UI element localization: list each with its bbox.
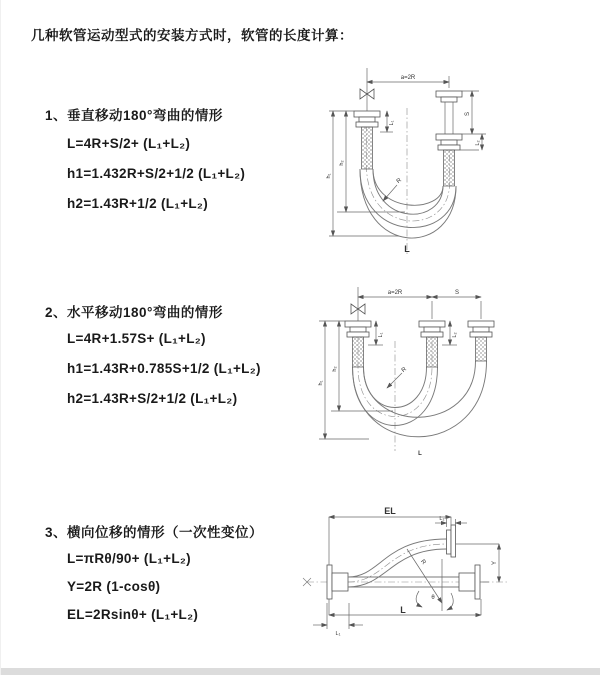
- section3-formula-Y: Y=2R (1-cosθ): [67, 579, 161, 594]
- dim-label-h1: h₁: [318, 380, 324, 386]
- radius-leader: [387, 366, 408, 388]
- centerline: [367, 108, 450, 254]
- braided-hose-section: [353, 337, 364, 367]
- valve-icon: [360, 68, 374, 111]
- dimension-L1: [380, 111, 395, 132]
- page-bottom-edge: [1, 668, 600, 675]
- section2-formula-L: L=4R+1.57S+ (L₁+L₂): [67, 331, 206, 346]
- hose-curves: [353, 361, 487, 437]
- section3-formula-EL: EL=2Rsinθ+ (L₁+L₂): [67, 607, 199, 622]
- section2-heading: 2、水平移动180°弯曲的情形: [45, 305, 223, 320]
- dim-label-L: L: [418, 451, 422, 457]
- dim-label-theta: θ: [431, 595, 435, 601]
- braided-hose-section: [362, 127, 373, 169]
- section3-formula-L: L=πRθ/90+ (L₁+L₂): [67, 551, 191, 566]
- dim-label-a2R: a=2R: [387, 290, 403, 296]
- braided-hose-section: [427, 337, 438, 367]
- dimension-L2: [475, 134, 482, 150]
- dim-label-L1: L₁: [389, 120, 395, 126]
- dim-label-R: R: [400, 366, 408, 374]
- dim-label-h2: h₂: [332, 366, 338, 372]
- diagram-horizontal-180-bend: [307, 283, 597, 463]
- right-end-fitting: [436, 91, 462, 186]
- dim-label-h1: h₁: [326, 173, 332, 179]
- dim-label-L1: L₁: [335, 631, 341, 637]
- dim-label-a2R: a=2R: [400, 75, 416, 81]
- middle-end-fitting: [419, 321, 445, 367]
- left-end-fitting: [327, 565, 348, 599]
- dim-label-S: S: [454, 290, 460, 296]
- dimension-a2R: [358, 290, 481, 319]
- dim-label-L: L: [404, 244, 410, 254]
- dim-label-EL: EL: [384, 506, 396, 516]
- dim-label-L2: L₂: [452, 332, 458, 338]
- dimension-a2R: [367, 75, 449, 88]
- radius-leader: [383, 177, 403, 201]
- dim-label-L2: L₂: [439, 516, 445, 522]
- page-title: 几种软管运动型式的安装方式时，软管的长度计算：: [31, 28, 353, 43]
- right-end-fitting: [459, 565, 489, 599]
- dim-label-S: S: [465, 111, 471, 117]
- angle-theta: [416, 591, 453, 610]
- section1-formula-h1: h1=1.432R+S/2+1/2 (L₁+L₂): [67, 166, 246, 181]
- dimension-S: [432, 290, 481, 297]
- dim-label-R: R: [419, 558, 427, 566]
- upper-end-fitting: [447, 525, 456, 557]
- dim-label-R: R: [395, 177, 403, 185]
- dimension-L: [329, 599, 481, 615]
- right-end-fitting: [468, 321, 494, 361]
- dimension-EL: [329, 506, 451, 565]
- dim-label-L2: L₂: [475, 140, 481, 146]
- dim-label-h2: h₂: [339, 160, 345, 166]
- section2-formula-h1: h1=1.43R+0.785S+1/2 (L₁+L₂): [67, 361, 261, 376]
- braided-hose-section: [476, 337, 487, 361]
- hose-curves: [360, 169, 456, 238]
- dim-label-Y: Y: [492, 560, 498, 566]
- left-end-fitting: [354, 111, 380, 169]
- section1-heading: 1、垂直移动180°弯曲的情形: [45, 108, 223, 123]
- left-end-fitting: [345, 321, 371, 367]
- valve-icon: [351, 287, 365, 321]
- radius-line: [407, 549, 442, 611]
- diagram-lateral-displacement: [299, 503, 599, 648]
- centerline: [358, 321, 432, 451]
- diagram-vertical-180-bend: [307, 66, 597, 258]
- dim-label-L1: L₁: [378, 332, 384, 338]
- section1-formula-h2: h2=1.43R+1/2 (L₁+L₂): [67, 196, 209, 211]
- dimension-L1: [313, 603, 363, 637]
- braided-hose-section: [444, 150, 455, 186]
- section3-heading: 3、横向位移的情形（一次性变位）: [45, 525, 264, 540]
- section2-formula-h2: h2=1.43R+S/2+1/2 (L₁+L₂): [67, 391, 238, 406]
- dim-label-L: L: [400, 605, 406, 615]
- section1-formula-L: L=4R+S/2+ (L₁+L₂): [67, 136, 191, 151]
